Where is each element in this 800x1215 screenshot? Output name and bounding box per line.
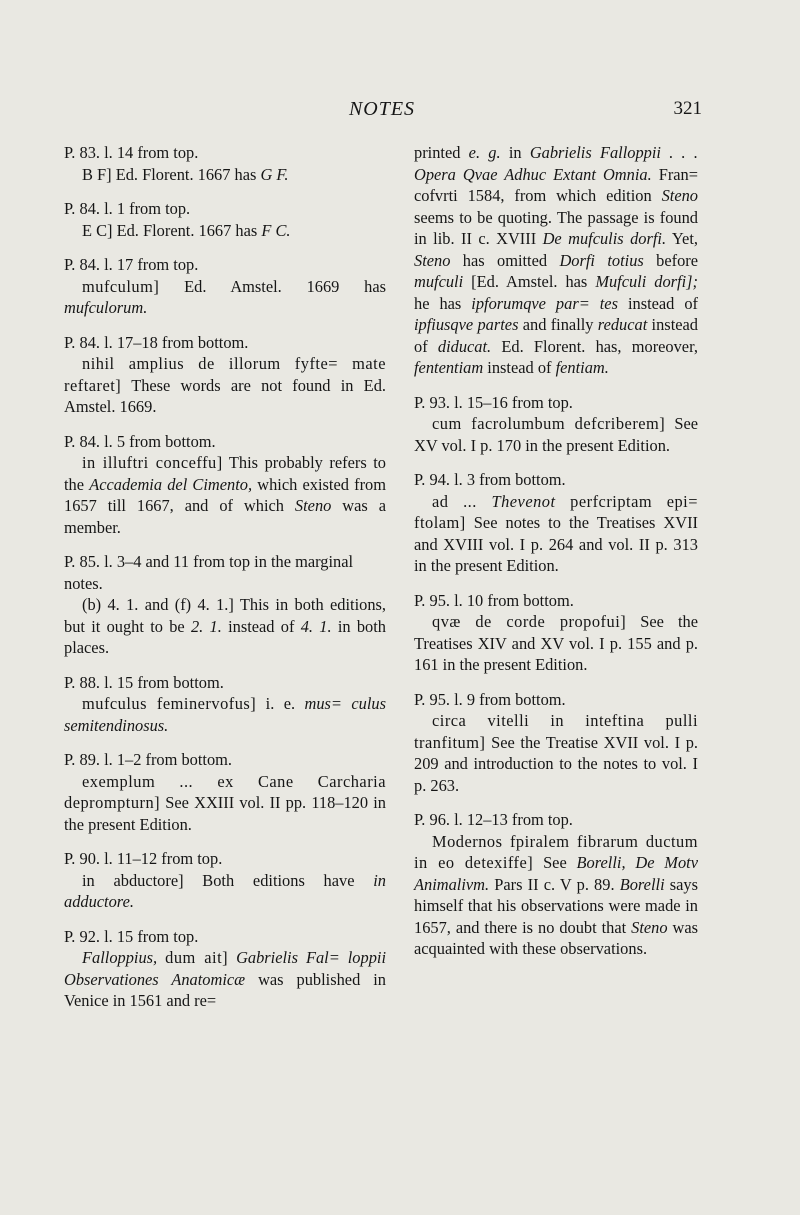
note-entry [414,590,698,676]
note-text: Modernos fpiralem fibrarum ductum in eo detexiffe] See Borelli, De Motv Animalivm. Pars II c. V p. 89. Borelli says himself that his observations were made in 1657, and there is no doubt that Steno was acquainted with these observations. [414,831,698,958]
note-reference: P. 85. l. 3–4 and 11 from top in the marginal notes. [64,552,354,593]
note-text: B F] Ed. Florent. 1667 has G F. [82,164,289,184]
note-entry [414,689,698,797]
note-entry [64,254,386,319]
note-reference: P. 95. l. 10 from bottom. [414,590,574,610]
note-text: (b) 4. 1. and (f) 4. 1.] This in both editions, but it ought to be 2. 1. instead of 4. 1. in both places. [64,595,386,657]
page-number: 321 [673,98,702,119]
running-head [62,98,702,128]
note-text: exemplum ... ex Cane Carcharia deprompturn] See XXIII vol. II pp. 118–120 in the present Edition. [64,771,386,834]
note-reference: P. 94. l. 3 from bottom. [414,470,566,489]
note-entry [64,848,386,913]
note-entry [64,672,386,737]
note-text: mufculum] Ed. Amstel. 1669 has mufculorum. [64,276,386,317]
note-reference: P. 93. l. 15–16 from top. [414,392,573,412]
note-reference: P. 84. l. 1 from top. [64,199,191,218]
note-entry [414,142,698,379]
note-text: qvæ de corde propofui] See the Treatises XIV and XV vol. I p. 155 and p. 161 in the present Edition. [414,612,699,674]
note-text: Falloppius, dum ait] Gabrielis Fal= loppii Observationes Anatomicæ was published in Venice in 1561 and re= [64,948,386,1010]
note-entry [64,142,386,185]
right-column [414,142,698,973]
note-reference: P. 90. l. 11–12 from top. [64,849,223,868]
note-reference: P. 84. l. 17–18 from bottom. [64,332,249,352]
note-reference: P. 96. l. 12–13 from top. [414,810,573,829]
note-entry [64,551,386,659]
note-text: circa vitelli in inteftina pulli tranfitum] See the Treatise XVII vol. I p. 209 and introduction to the notes to vol. I p. 263. [414,711,698,795]
note-entry [64,332,386,418]
note-text: mufculus feminervofus] i. e. mus= culus semitendinosus. [64,694,386,735]
note-text: in illuftri conceffu] This probably refers to the Accademia del Cimento, which existed from 1657 till 1667, and of which Steno was a member. [64,453,386,537]
note-entry [414,392,698,457]
note-text: nihil amplius de illorum fyfte= mate reftaret] These words are not found in Ed. Amstel. 1669. [64,354,386,416]
note-entry [64,431,386,539]
note-reference: P. 83. l. 14 from top. [64,143,199,162]
note-entry [64,198,386,241]
note-reference: P. 84. l. 5 from bottom. [64,431,216,451]
note-entry [414,809,698,960]
note-text: printed e. g. in Gabrielis Falloppii . . . Opera Qvae Adhuc Extant Omnia. Fran= cofvrti 1584, from which edition Steno seems to be quoting. The passage is found in lib. II c. XVIII De mufculis dorfi. Yet, Steno has omitted Dorfi totius before mufculi [Ed. Amstel. has Mufculi dorfi]; he has ipforumqve par= tes instead of ipfiusqve partes and finally reducat instead of diducat. Ed. Florent. has, moreover, fententiam instead of fentiam. [414,143,699,377]
note-text: E C] Ed. Florent. 1667 has F C. [82,220,291,240]
note-reference: P. 95. l. 9 from bottom. [414,689,566,709]
note-entry [64,926,386,1012]
note-text: cum facrolumbum defcriberem] See XV vol. I p. 170 in the present Edition. [414,414,699,455]
note-reference: P. 84. l. 17 from top. [64,255,199,274]
note-text: in abductore] Both editions have in adductore. [64,870,386,911]
note-text: ad ... Thevenot perfcriptam epi= ftolam] See notes to the Treatises XVII and XVIII vol. I p. 264 and vol. II p. 313 in the present Edition. [414,491,698,575]
note-reference: P. 92. l. 15 from top. [64,926,199,946]
note-entry [64,749,386,835]
running-title: NOTES [348,98,416,120]
note-entry [414,469,698,577]
note-reference: P. 88. l. 15 from bottom. [64,672,224,692]
note-reference: P. 89. l. 1–2 from bottom. [64,750,233,769]
left-column [64,142,386,1025]
